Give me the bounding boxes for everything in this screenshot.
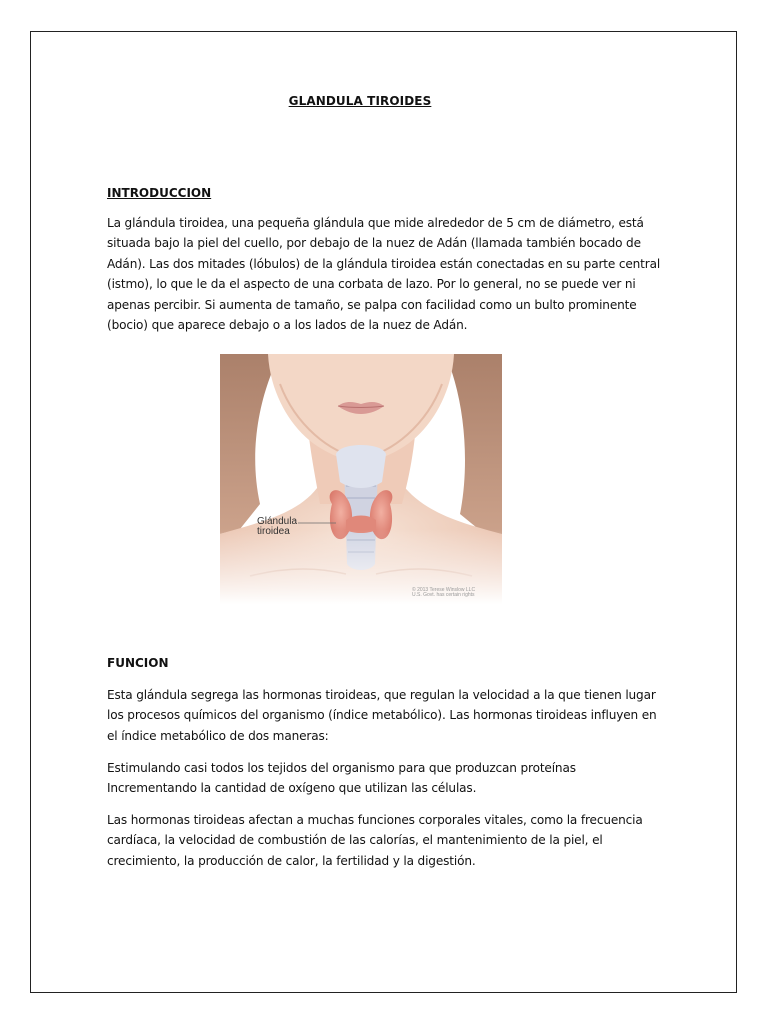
intro-paragraph: La glándula tiroidea, una pequeña glándula que mide alrededor de 5 cm de diámetro, está situada bajo la piel del cuello, por debajo de la nuez de Adán (llamada también bocado de Adán). Las dos mitades (lóbulos) de la glándula tiroidea están conectadas en su parte central (istmo), lo que le da el aspecto de una corbata de lazo. Por lo general, no se puede ver ni apenas percibir. Si aumenta de tamaño, se palpa con facilidad como un bulto prominente (bocio) que aparece debajo o a los lados de la nuez de Adán. (107, 216, 661, 333)
section-heading-funcion: FUNCION (107, 656, 169, 670)
document-title: GLANDULA TIROIDES (288, 94, 432, 108)
funcion-paragraph-1: Esta glándula segrega las hormonas tiroideas, que regulan la velocidad a la que tienen lugar los procesos químicos del organismo (índice metabólico). Las hormonas tiroideas influyen en el índice metabólico de dos maneras: (107, 688, 657, 743)
section-heading-introduccion: INTRODUCCION (107, 186, 212, 200)
thyroid-label: Glándula tiroidea (257, 516, 298, 537)
funcion-paragraph-3: Las hormonas tiroideas afectan a muchas funciones corporales vitales, como la frecuencia cardíaca, la velocidad de combustión de las calorías, el mantenimiento de la piel, el crecimiento, la producción de calor, la fertilidad y la digestión. (107, 813, 643, 868)
funcion-paragraph-2: Estimulando casi todos los tejidos del organismo para que produzcan proteínas Incrementando la cantidad de oxígeno que utilizan las células. (107, 761, 576, 796)
illustration-copyright: © 2013 Terese Winslow LLC U.S. Govt. has certain rights (412, 587, 476, 598)
thyroid-illustration (220, 354, 502, 604)
